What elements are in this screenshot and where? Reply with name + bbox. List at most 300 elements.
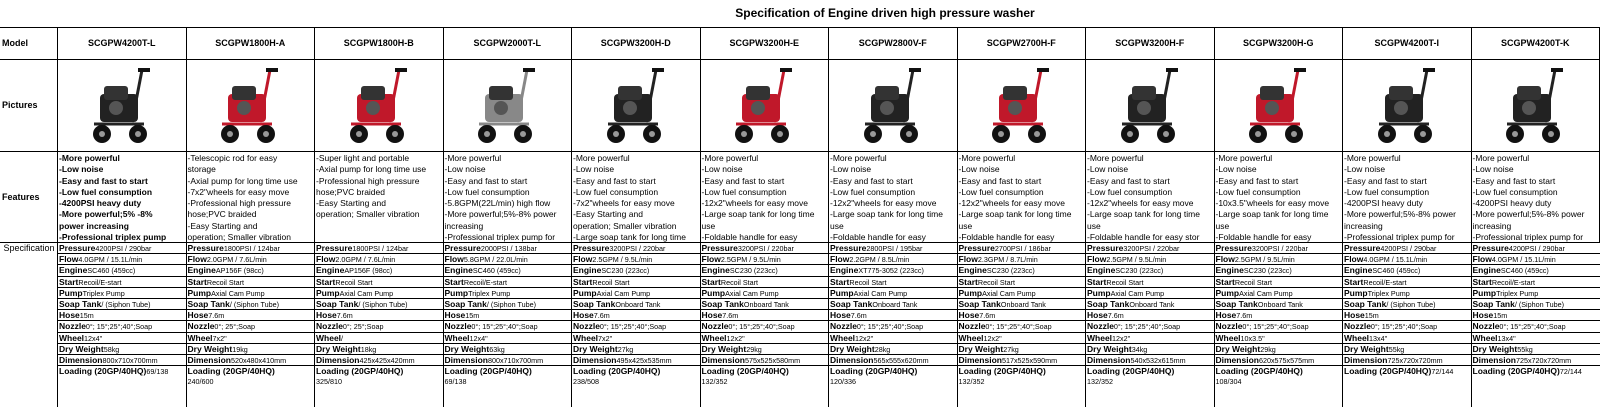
spec-line-flow xyxy=(829,254,957,265)
model-cell: SCGPW3200H-D xyxy=(572,28,701,60)
spec-key: Pump xyxy=(187,287,212,298)
spec-line-hose xyxy=(315,310,443,321)
row-label-features: Features xyxy=(0,152,58,243)
spec-line-hose xyxy=(829,310,957,321)
spec-value: 540x532x615mm xyxy=(1130,355,1186,365)
model-cell: SCGPW1800H-A xyxy=(187,28,316,60)
spec-value: SC230 (223cc) xyxy=(729,266,778,276)
spec-key: Nozzle xyxy=(1087,321,1114,332)
spec-value: Onboard Tank xyxy=(615,299,661,309)
picture-cell xyxy=(1472,60,1600,152)
feature-line: -More powerful xyxy=(830,153,887,163)
spec-key: Engine xyxy=(1215,265,1244,276)
spec-key: Flow xyxy=(444,254,464,265)
spec-line-pump xyxy=(58,288,186,299)
spec-key: Loading (20GP/40HQ) xyxy=(701,366,789,377)
feature-line: use xyxy=(701,220,716,231)
features-cell xyxy=(958,152,1087,243)
spec-key: Hose xyxy=(1087,310,1108,321)
spec-key: Dry Weight xyxy=(1215,343,1261,354)
row-label-specification: Specification xyxy=(0,243,58,407)
spec-line-pressure xyxy=(701,243,829,254)
spec-value: AP156F (98cc) xyxy=(215,266,264,276)
spec-line-engine xyxy=(315,265,443,276)
feature-line: use xyxy=(1087,220,1101,231)
feature-line: -Low fuel consumption xyxy=(1215,186,1301,197)
spec-line-dry xyxy=(444,344,572,355)
model-cell: SCGPW4200T-I xyxy=(1343,28,1472,60)
spec-value: Axial Cam Pump xyxy=(982,288,1036,298)
model-cell: SCGPW2700H-F xyxy=(958,28,1087,60)
spec-key: Pressure xyxy=(1215,243,1252,253)
spec-key: Nozzle xyxy=(444,321,472,332)
spec-value: 63kg xyxy=(489,344,505,354)
spec-value: 7.6m xyxy=(1107,311,1124,321)
spec-line-dim xyxy=(572,355,700,366)
picture-cell xyxy=(444,60,573,152)
spec-value: 7.6m xyxy=(1236,311,1253,321)
spec-key: Soap Tank xyxy=(573,298,616,309)
spec-line-flow xyxy=(315,254,443,265)
spec-key: Loading (20GP/40HQ) xyxy=(59,366,147,377)
spec-line-nozzle xyxy=(1086,321,1214,332)
spec-line-loading xyxy=(829,366,957,388)
spec-line-wheel xyxy=(572,333,700,344)
spec-key: Dimension xyxy=(1087,354,1131,365)
spec-line-pump xyxy=(1215,288,1343,299)
spec-value: 620x575x575mm xyxy=(1258,355,1315,365)
feature-line: -12x2"wheels for easy move xyxy=(701,198,808,209)
spec-key: Soap Tank xyxy=(187,298,230,309)
spec-key: Dry Weight xyxy=(1087,343,1132,354)
feature-line: -Super light and portable xyxy=(316,153,410,163)
spec-line-start xyxy=(829,277,957,288)
spec-key: Wheel xyxy=(1344,332,1370,343)
feature-line: -More powerful xyxy=(573,153,630,163)
spec-key: Loading (20GP/40HQ) xyxy=(1215,366,1303,377)
pressure-washer-icon xyxy=(843,64,943,148)
spec-value: 12x4" xyxy=(84,333,103,343)
feature-line: storage xyxy=(187,164,216,175)
spec-key: Wheel xyxy=(701,332,727,343)
feature-line: power increasing xyxy=(59,220,129,231)
feature-line: use xyxy=(1215,220,1230,231)
spec-key: Nozzle xyxy=(1472,321,1500,332)
spec-key: Hose xyxy=(1472,310,1494,321)
feature-line: -12x2"wheels for easy move xyxy=(958,198,1065,209)
features-cell xyxy=(315,152,444,243)
spec-line-start xyxy=(315,277,443,288)
feature-line: -Foldable handle for easy stor xyxy=(1087,232,1200,243)
spec-line-flow xyxy=(444,254,572,265)
specification-cell xyxy=(829,243,958,407)
spec-value: SC230 (223cc) xyxy=(1115,266,1164,276)
spec-key: Nozzle xyxy=(1344,321,1371,332)
spec-value: Recoil/E-start xyxy=(1363,277,1407,287)
feature-line: -Professional triplex pump xyxy=(59,232,167,243)
spec-line-loading xyxy=(1215,366,1343,388)
spec-value: Onboard Tank xyxy=(872,299,918,309)
spec-key: Wheel xyxy=(59,332,85,343)
spec-key: Hose xyxy=(958,310,980,321)
spec-line-nozzle xyxy=(315,321,443,332)
spec-line-hose xyxy=(1343,310,1471,321)
spec-line-pressure xyxy=(958,243,1086,254)
spec-line-engine xyxy=(58,265,186,276)
spec-key: Pressure xyxy=(187,243,224,253)
model-cell: SCGPW3200H-F xyxy=(1086,28,1215,60)
spec-line-pump xyxy=(444,288,572,299)
spec-line-flow xyxy=(1472,254,1600,265)
feature-line: -Low noise xyxy=(59,164,104,175)
spec-line-dry xyxy=(1472,344,1600,355)
feature-line: -Easy and fast to start xyxy=(444,175,528,186)
spec-key: Pump xyxy=(59,287,83,298)
spec-line-engine xyxy=(701,265,829,276)
spec-line-flow xyxy=(58,254,186,265)
feature-line: -Axial pump for long time use xyxy=(187,175,298,186)
spec-key: Pump xyxy=(830,287,854,298)
spec-value: 0°; 15°;25°;40°;Soap xyxy=(85,322,153,332)
spec-key: Dimension xyxy=(59,354,103,365)
pressure-washer-icon xyxy=(586,64,686,148)
picture-cell xyxy=(315,60,444,152)
spec-line-loading xyxy=(58,366,186,377)
spec-value: Axial Cam Pump xyxy=(1110,288,1165,298)
spec-value: 3200PSI / 220bar xyxy=(609,244,666,253)
spec-line-engine xyxy=(187,265,315,276)
spec-value: 0°; 15°;25°;40°;Soap xyxy=(1242,322,1309,332)
spec-key: Pump xyxy=(573,287,597,298)
spec-value: 725x720x720mm xyxy=(1387,355,1443,365)
feature-line: -Telescopic rod for easy xyxy=(187,153,278,163)
spec-line-nozzle xyxy=(572,321,700,332)
spec-line-dim xyxy=(958,355,1086,366)
feature-line: -Easy and fast to start xyxy=(1087,175,1170,186)
spec-key: Soap Tank xyxy=(316,298,359,309)
spec-key: Nozzle xyxy=(830,321,857,332)
feature-line: -More powerful xyxy=(701,153,759,163)
spec-value: 58kg xyxy=(103,344,120,354)
spec-value: / (Siphon Tube) xyxy=(229,299,280,309)
feature-line: -5.8GPM(22L/min) high flow xyxy=(444,198,551,209)
specification-cell xyxy=(58,243,187,407)
spec-key: Wheel xyxy=(1087,332,1113,343)
spec-value: 3200PSI / 220bar xyxy=(1251,244,1308,253)
model-cell: SCGPW4200T-K xyxy=(1472,28,1600,60)
features-cell xyxy=(444,152,573,243)
spec-key: Dry Weight xyxy=(187,343,233,354)
picture-cell xyxy=(1086,60,1215,152)
spec-line-engine xyxy=(1215,265,1343,276)
spec-value: 10x3.5" xyxy=(1240,333,1265,343)
spec-value: 7.6m xyxy=(208,311,225,321)
picture-cell xyxy=(701,60,830,152)
spec-value: 2.5GPM / 9.5L/min xyxy=(1234,255,1295,265)
spec-value: 0°; 25°;Soap xyxy=(342,322,384,332)
spec-key: Engine xyxy=(444,265,473,276)
spec-value: Triplex Pump xyxy=(1367,288,1410,298)
spec-value: 13x4" xyxy=(1497,333,1516,343)
spec-key: Dimension xyxy=(573,354,617,365)
spec-key: Loading (20GP/40HQ) xyxy=(830,366,918,377)
spec-value: 55kg xyxy=(1388,344,1405,354)
spec-key: Hose xyxy=(701,310,723,321)
spec-value: Onboard Tank xyxy=(743,299,789,309)
spec-line-nozzle xyxy=(187,321,315,332)
spec-key: Hose xyxy=(830,310,851,321)
spec-key: Dimension xyxy=(701,354,745,365)
spec-key: Pressure xyxy=(701,243,738,253)
features-cell xyxy=(1343,152,1472,243)
spec-key: Loading (20GP/40HQ) xyxy=(1344,366,1432,377)
spec-value: 69/138 xyxy=(146,367,169,377)
spec-key: Start xyxy=(187,276,207,287)
feature-line: -Low noise xyxy=(1087,164,1129,175)
features-cell xyxy=(58,152,187,243)
spec-value: 7x2" xyxy=(212,333,227,343)
feature-line: -Easy Starting and xyxy=(316,198,386,209)
spec-value: 1800PSI / 124bar xyxy=(223,244,280,253)
spec-value: Triplex Pump xyxy=(468,288,511,298)
spec-value: Recoil Start xyxy=(1106,277,1144,287)
spec-key: Engine xyxy=(1472,265,1501,276)
spec-line-pump xyxy=(958,288,1086,299)
spec-key: Pump xyxy=(1215,287,1240,298)
spec-value: AP156F (98cc) xyxy=(344,266,393,276)
feature-line: -Easy and fast to start xyxy=(1344,175,1427,186)
feature-line: -4200PSI heavy duty xyxy=(1472,198,1552,209)
spec-value: 0°; 15°;25°;40°;Soap xyxy=(471,322,538,332)
spec-line-dim xyxy=(315,355,443,366)
spec-line-dim xyxy=(187,355,315,366)
spec-line-engine xyxy=(958,265,1086,276)
spec-key: Nozzle xyxy=(59,321,86,332)
spec-key: Wheel xyxy=(444,332,470,343)
feature-line: -4200PSI heavy duty xyxy=(1344,198,1423,209)
spec-value: 4200PSI / 290bar xyxy=(1508,244,1565,253)
spec-line-soap xyxy=(829,299,957,310)
pressure-washer-icon xyxy=(1357,64,1457,148)
spec-key: Engine xyxy=(958,265,987,276)
spec-value: 132/352 xyxy=(1087,377,1113,387)
spec-line-dim xyxy=(701,355,829,366)
spec-key: Loading (20GP/40HQ) xyxy=(316,366,404,377)
spec-value: 4200PSI / 290bar xyxy=(95,244,152,253)
spec-line-start xyxy=(187,277,315,288)
spec-value: SC230 (223cc) xyxy=(986,266,1035,276)
feature-line: -Low noise xyxy=(1472,164,1514,175)
features-cell xyxy=(829,152,958,243)
spec-key: Nozzle xyxy=(316,321,343,332)
feature-line: -Professional triplex pump for xyxy=(444,232,556,243)
spec-line-dry xyxy=(701,344,829,355)
feature-line: -More powerful xyxy=(1215,153,1273,163)
spec-line-pump xyxy=(1472,288,1600,299)
model-cell: SCGPW2800V-F xyxy=(829,28,958,60)
feature-line: -Large soap tank for long time xyxy=(830,209,943,220)
spec-line-hose xyxy=(1086,310,1214,321)
spec-value: 517x525x590mm xyxy=(1001,355,1058,365)
feature-line: -Easy and fast to start xyxy=(59,175,148,186)
pressure-washer-icon xyxy=(329,64,429,148)
feature-line: -Large soap tank for long time xyxy=(1215,209,1329,220)
spec-line-nozzle xyxy=(1343,321,1471,332)
spec-key: Pump xyxy=(1344,287,1368,298)
spec-value: 29kg xyxy=(1260,344,1276,354)
spec-line-dry xyxy=(1086,344,1214,355)
spec-value: 325/810 xyxy=(316,377,342,387)
spec-line-loading xyxy=(1086,366,1214,388)
spec-value: 495x425x535mm xyxy=(616,355,672,365)
spec-value: Recoil Start xyxy=(1234,277,1273,287)
spec-value: Recoil/E-start xyxy=(1491,277,1536,287)
spec-value: 72/144 xyxy=(1559,367,1582,377)
feature-line: -More powerful;5%-8% power xyxy=(444,209,557,220)
feature-line: operation; Smaller vibration xyxy=(316,209,420,220)
feature-line: -Low fuel consumption xyxy=(958,186,1044,197)
feature-line: -4200PSI heavy duty xyxy=(59,198,142,209)
feature-line: -Low fuel consumption xyxy=(1344,186,1430,197)
spec-line-soap xyxy=(187,299,315,310)
spec-line-soap xyxy=(1086,299,1214,310)
spec-line-wheel xyxy=(958,333,1086,344)
spec-value: 7.6m xyxy=(593,311,610,321)
spec-value: Axial Cam Pump xyxy=(339,288,394,298)
spec-line-hose xyxy=(444,310,572,321)
spec-line-start xyxy=(572,277,700,288)
spec-value: Triplex Pump xyxy=(82,288,125,298)
spec-key: Start xyxy=(573,276,593,287)
spec-line-start xyxy=(58,277,186,288)
spec-key: Hose xyxy=(1215,310,1237,321)
spec-value: 2.5GPM / 9.5L/min xyxy=(1106,255,1167,265)
feature-line: -Large soap tank for long time xyxy=(958,209,1072,220)
spec-line-pressure xyxy=(444,243,572,254)
spec-value: Recoil Start xyxy=(977,277,1016,287)
spec-value: 108/304 xyxy=(1215,377,1242,387)
feature-line: -More powerful;5% -8% xyxy=(59,209,153,220)
spec-key: Dry Weight xyxy=(444,343,490,354)
spec-line-dry xyxy=(829,344,957,355)
feature-line: -Low fuel consumption xyxy=(701,186,787,197)
feature-line: -Low noise xyxy=(1344,164,1386,175)
spec-value: 69/138 xyxy=(444,377,467,387)
feature-line: -Foldable handle for easy xyxy=(830,232,926,243)
spec-line-dim xyxy=(444,355,572,366)
spec-key: Flow xyxy=(1215,254,1235,265)
spec-value: 132/352 xyxy=(701,377,728,387)
spec-key: Dimension xyxy=(1215,354,1259,365)
spec-key: Soap Tank xyxy=(701,298,744,309)
spec-line-dry xyxy=(1343,344,1471,355)
spec-line-wheel xyxy=(829,333,957,344)
spec-line-loading xyxy=(1472,366,1600,377)
spec-key: Pressure xyxy=(573,243,610,253)
spec-line-pressure xyxy=(1086,243,1214,254)
spec-key: Flow xyxy=(316,254,336,265)
feature-line: -Large soap tank for long time xyxy=(573,232,686,243)
spec-key: Dimension xyxy=(958,354,1002,365)
model-cell: SCGPW1800H-B xyxy=(315,28,444,60)
spec-key: Dry Weight xyxy=(958,343,1004,354)
feature-line: -Professional triplex pump for xyxy=(1472,232,1584,243)
spec-line-pressure xyxy=(829,243,957,254)
spec-line-dim xyxy=(58,355,186,366)
feature-line: increasing xyxy=(444,220,484,231)
spec-value: 0°; 15°;25°;40°;Soap xyxy=(856,322,924,332)
spec-key: Dimension xyxy=(1472,354,1516,365)
spec-value: 2.0GPM / 7.6L/min xyxy=(335,255,396,265)
spec-key: Pressure xyxy=(1087,243,1124,253)
spec-line-soap xyxy=(444,299,572,310)
spec-line-loading xyxy=(701,366,829,388)
spec-line-pressure xyxy=(187,243,315,254)
spec-value: Onboard Tank xyxy=(1257,299,1303,309)
spec-value: / (Siphon Tube) xyxy=(486,299,537,309)
spec-key: Start xyxy=(1087,276,1107,287)
spec-line-soap xyxy=(1472,299,1600,310)
spec-key: Dimension xyxy=(830,354,874,365)
spec-value: 238/508 xyxy=(573,377,599,387)
spec-value: 15m xyxy=(1364,311,1379,321)
spec-line-engine xyxy=(1343,265,1471,276)
spec-line-wheel xyxy=(1215,333,1343,344)
spec-line-pump xyxy=(1086,288,1214,299)
spec-key: Pressure xyxy=(59,243,96,253)
spec-value: Recoil/E-start xyxy=(78,277,122,287)
picture-cell xyxy=(958,60,1087,152)
spec-value: 0°; 15°;25°;40°;Soap xyxy=(599,322,667,332)
feature-line: -7x2"wheels for easy move xyxy=(187,186,290,197)
feature-line: -Large soap tank for long time xyxy=(701,209,815,220)
spec-value: 0°; 25°;Soap xyxy=(214,322,255,332)
spec-line-engine xyxy=(444,265,572,276)
model-cell: SCGPW3200H-E xyxy=(701,28,830,60)
spec-key: Loading (20GP/40HQ) xyxy=(1472,366,1560,377)
feature-line: -More powerful xyxy=(444,153,502,163)
spec-line-start xyxy=(958,277,1086,288)
feature-line: use xyxy=(830,220,844,231)
feature-line: increasing xyxy=(1472,220,1512,231)
feature-line: -Professional high pressure xyxy=(316,175,420,186)
spec-line-dry xyxy=(187,344,315,355)
spec-key: Dry Weight xyxy=(59,343,104,354)
spec-line-soap xyxy=(1215,299,1343,310)
spec-line-dim xyxy=(1343,355,1471,366)
spec-value: / (Siphon Tube) xyxy=(1386,299,1436,309)
spec-value: 800x710x700mm xyxy=(487,355,544,365)
feature-line: -12x2"wheels for easy move xyxy=(1087,198,1194,209)
spec-key: Loading (20GP/40HQ) xyxy=(187,366,275,377)
spec-value: 28kg xyxy=(874,344,891,354)
spec-key: Hose xyxy=(573,310,594,321)
spec-key: Engine xyxy=(830,265,859,276)
spec-key: Engine xyxy=(59,265,88,276)
spec-line-loading xyxy=(315,366,443,388)
features-cell xyxy=(1472,152,1600,243)
spec-key: Pressure xyxy=(830,243,867,253)
specification-cell xyxy=(1086,243,1215,407)
spec-key: Wheel xyxy=(958,332,984,343)
picture-cell xyxy=(187,60,316,152)
spec-key: Soap Tank xyxy=(830,298,873,309)
model-cell: SCGPW2000T-L xyxy=(444,28,573,60)
spec-line-soap xyxy=(572,299,700,310)
spec-value: / (Siphon Tube) xyxy=(101,299,151,309)
spec-value: 0°; 15°;25°;40°;Soap xyxy=(1370,322,1438,332)
spec-line-dim xyxy=(829,355,957,366)
